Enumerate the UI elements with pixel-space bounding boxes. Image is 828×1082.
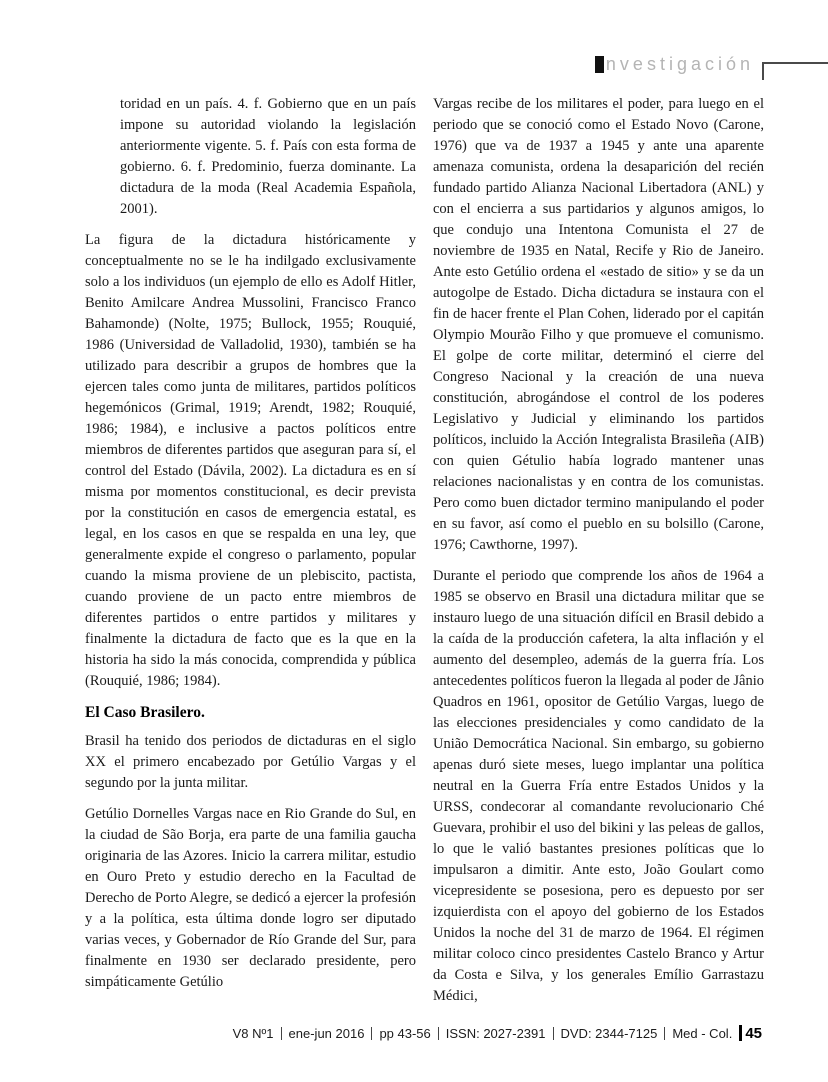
paragraph: Brasil ha tenido dos periodos de dictaduras en el siglo XX el primero encabezado por Getúlio Vargas y el segundo por la junta militar.: [85, 733, 416, 791]
paragraph: Getúlio Dornelles Vargas nace en Rio Grande do Sul, en la ciudad de São Borja, era parte de una familia gaucha originaria de las Azores. Inicio la carrera militar, estudio en Ouro Preto y estudio derecho en la Facultad de Derecho de Porto Alegre, se dedicó a ejercer la profesión y a la política, esta última donde logro ser diputado varias veces, y Gobernador de Río Grande del Sur, para finalmente en 1930 ser declarado presidente, pero simpáticamente Getúlio: [85, 806, 416, 990]
footer-volume: V8 Nº1: [232, 1025, 274, 1041]
footer-location: Med - Col.: [672, 1025, 733, 1041]
left-column: [85, 94, 416, 1019]
right-column: [433, 94, 764, 1019]
footer-divider: [438, 1027, 439, 1040]
footer-pages: pp 43-56: [379, 1025, 431, 1041]
header-rule: [762, 62, 828, 64]
section-label: nvestigación: [605, 53, 754, 74]
paragraph: Durante el periodo que comprende los años de 1964 a 1985 se observo en Brasil una dictadura militar que se instauro luego de una situación difícil en Brasil debido a la caída de la producción cafetera, la alta inflación y el aumento del desempleo, además de la guerra fría. Los antecedentes políticos fueron la llegada al poder de Jânio Quadros en 1961, opositor de Getúlio Vargas, luego de las elecciones presidenciales y como candidato de la União Democrática Nacional. Sin embargo, su gobierno apenas duró siete meses, luego implantar una política neutral en la Guerra Fría entre Estados Unidos y la URSS, condecorar al comandante revolucionario Ché Guevara, prohibir el uso del bikini y las peleas de gallos, lo que le valió bastantes presiones políticas que lo impulsaron a dimitir. Ante esto, João Goulart como vicepresidente se posesiona, pero es depuesto por ser izquierdista con el apoyo del gobierno de los Estados Unidos la noche del 31 de marzo de 1964. El régimen militar coloco cinco presidentes Castelo Branco y Artur da Costa e Silva, y los generales Emílio Garrastazu Médici,: [433, 568, 764, 1004]
footer-dvd: DVD: 2344-7125: [560, 1025, 658, 1041]
page-number: 45: [745, 1024, 762, 1042]
section-heading: El Caso Brasilero.: [85, 704, 205, 721]
footer-issn: ISSN: 2027-2391: [445, 1025, 546, 1041]
page-header: [595, 52, 828, 76]
page-footer: [85, 1022, 762, 1044]
header-rule-tick: [762, 62, 764, 80]
footer-divider: [664, 1027, 665, 1040]
footer-divider: [281, 1027, 282, 1040]
footer-divider: [371, 1027, 372, 1040]
header-rule-wrap: [762, 52, 828, 76]
definition-quote-paragraph: toridad en un país. 4. f. Gobierno que en un país impone su autoridad violando la legislación anteriormente vigente. 5. f. País con esta forma de gobierno. 6. f. Predominio, fuerza dominante. La dictadura de la moda (Real Academia Española, 2001).: [120, 96, 416, 217]
footer-divider: [553, 1027, 554, 1040]
paragraph: Vargas recibe de los militares el poder, para luego en el periodo que se conoció como el Estado Novo (Carone, 1976) que va de 1937 a 1945 y ante una aparente amenaza comunista, ordena la desaparición del recién fundado partido Alianza Nacional Libertadora (ANL) y con el encierra a sus partidarios y algunos amigos, lo que condujo una Intentona Comunista el 27 de noviembre de 1935 en Natal, Recife y Rio de Janeiro. Ante esto Getúlio ordena el «estado de sitio» y se da un autogolpe de Estado. Dicha dictadura se instaura con el fin de hacer frente el Plan Cohen, liderado por el capitán Olympio Mourão Filho y que promueve el comunismo. El golpe de corte militar, determinó el cierre del Congreso Nacional y la creación de una nueva constitución, abrogándose el control de los poderes Legislativo y Judicial y eliminando los partidos políticos, incluido la Acción Integralista Brasileña (AIB) con quien Gétulio había logrado mantener unas relaciones nacionalistas y en contra de los comunistas. Pero como buen dictador termino manipulando el poder en su favor, así como el pueblo en su bolsillo (Carone, 1976; Cawthorne, 1997).: [433, 96, 764, 553]
footer-issue-date: ene-jun 2016: [288, 1025, 365, 1041]
page-number-divider: [739, 1025, 742, 1041]
header-i-bar-icon: [595, 56, 604, 73]
paragraph: La figura de la dictadura históricamente y conceptualmente no se le ha indilgado exclusivamente solo a los individuos (un ejemplo de ello es Adolf Hitler, Benito Amilcare Andrea Mussolini, Francisco Franco Bahamonde) (Nolte, 1975; Bullock, 1955; Rouquié, 1986 (Universidad de Valladolid, 1930), también se ha utilizado para describir a grupos de hombres que la ejercen tales como junta de militares, partidos políticos hegemónicos (Grimal, 1919; Arendt, 1982; Rouquié, 1986; 1984), e inclusive a pactos políticos entre miembros de diferentes partidos que aseguran para sí, el control del Estado (Dávila, 2002). La dictadura es en sí misma por momentos constitucional, es decir prevista por la constitución en casos de emergencia estatal, es legal, en los casos en que se respalda en una ley, que generalmente expide el congreso o parlamento, popular cuando la misma proviene de un plebiscito, pactista, cuando proviene de un pacto entre miembros de diferentes partidos o entre partidos y militares y finalmente la dictadura de facto que es la que en la historia ha sido la más conocida, comprendida y pública (Rouquié, 1986; 1984).: [85, 232, 416, 689]
